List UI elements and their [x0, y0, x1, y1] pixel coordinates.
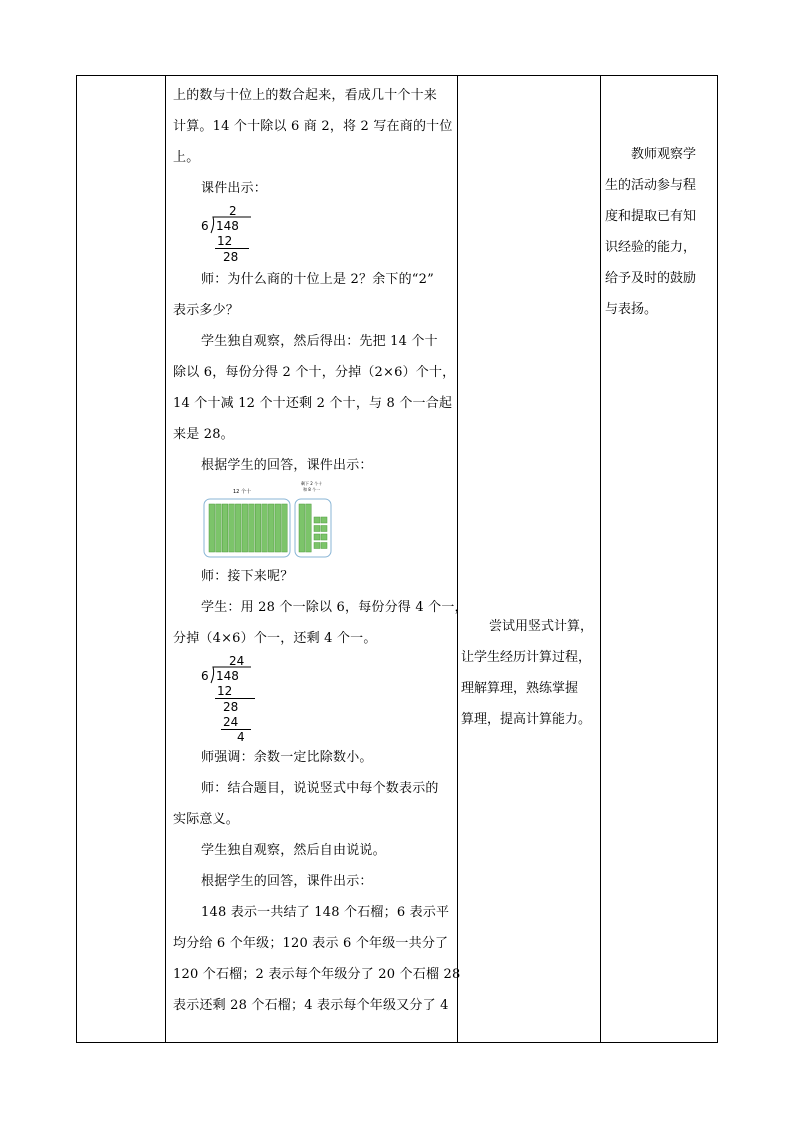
quotient: 2: [229, 204, 237, 218]
text-line: 分掉（4×6）个一，还剩 4 个一。: [173, 631, 377, 646]
product: 12: [217, 684, 233, 698]
tens-rod: [275, 504, 281, 552]
text-line: 上。: [173, 150, 200, 165]
long-division-figure-2: [201, 654, 461, 742]
text-line: 根据学生的回答，课件出示：: [201, 874, 373, 889]
tens-rod: [262, 504, 268, 552]
text-line: 根据学生的回答，课件出示：: [201, 458, 373, 473]
text-line: 148 表示一共结了 148 个石榴；6 表示平: [201, 905, 450, 920]
column-divider: [165, 76, 166, 1042]
remainder: 28: [223, 700, 239, 714]
tens-rod: [209, 504, 215, 552]
long-division-figure-1: [201, 204, 461, 264]
tens-rod: [242, 504, 248, 552]
text-line: 除以 6，每份分得 2 个十，分掉（2×6）个十，: [173, 365, 456, 380]
text-line: 师：接下来呢？: [201, 569, 294, 584]
design-intent-column: [461, 611, 601, 735]
lesson-table: [76, 75, 718, 1043]
tens-rod: [282, 504, 288, 552]
tens-rod: [216, 504, 222, 552]
column-divider: [600, 76, 601, 1042]
ones-cubes: [314, 517, 327, 549]
rule: [215, 248, 249, 249]
remainder: 4: [237, 730, 245, 744]
ones-cube: [314, 534, 320, 540]
product: 24: [223, 715, 239, 729]
ones-cube: [321, 517, 327, 523]
rule: [221, 729, 251, 730]
text-line: 教师观察学: [631, 147, 697, 162]
tens-rods-left: [209, 504, 287, 552]
ones-cube: [314, 526, 320, 532]
place-value-blocks-image: [203, 481, 461, 561]
text-line: 实际意义。: [173, 812, 240, 827]
text-line: 算理，提高计算能力。: [461, 712, 592, 727]
text-line: 表示还剩 28 个石榴；4 表示每个年级又分了 4: [173, 998, 449, 1013]
tens-rods-right: [299, 504, 311, 552]
text-line: 给予及时的鼓励: [605, 271, 697, 286]
rule: [215, 698, 255, 699]
text-line: 尝试用竖式计算，: [489, 619, 594, 634]
text-line: 学生独自观察，然后自由说说。: [201, 843, 386, 858]
text-line: 14 个十减 12 个十还剩 2 个十，与 8 个一合起: [173, 396, 453, 411]
text-line: 识经验的能力，: [605, 240, 697, 255]
divisor: 6: [201, 219, 209, 233]
text-line: 学生独自观察，然后得出：先把 14 个十: [201, 334, 438, 349]
text-line: 师：结合题目，说说竖式中每个数表示的: [201, 781, 439, 796]
text-line: 度和提取已有知: [605, 209, 697, 224]
tens-rod: [306, 504, 312, 552]
ones-cube: [321, 526, 327, 532]
text-line: 让学生经历计算过程，: [461, 650, 592, 665]
assessment-column: [605, 139, 715, 325]
ones-cube: [314, 517, 320, 523]
text-line: 课件出示：: [201, 181, 268, 196]
text-line: 表示多少？: [173, 303, 240, 318]
right-label: 剩下 2 个十: [301, 481, 323, 486]
tens-rod: [235, 504, 241, 552]
text-line: 计算。14 个十除以 6 商 2，将 2 写在商的十位: [173, 119, 453, 134]
text-line: 与表扬。: [605, 302, 658, 317]
left-label: 12 个十: [233, 489, 251, 495]
tens-rod: [222, 504, 228, 552]
text-line: 均分给 6 个年级；120 表示 6 个年级一共分了: [173, 936, 449, 951]
text-line: 师：为什么商的十位上是 2？余下的“2”: [201, 272, 434, 287]
dividend: 148: [216, 219, 239, 233]
teaching-process-column: [173, 80, 468, 1021]
remainder: 28: [223, 250, 239, 264]
text-line: 学生：用 28 个一除以 6，每份分得 4 个一，: [201, 600, 468, 615]
quotient: 24: [229, 654, 245, 668]
text-line: 120 个石榴；2 表示每个年级分了 20 个石榴 28: [173, 967, 461, 982]
ones-cube: [321, 543, 327, 549]
tens-rod: [255, 504, 261, 552]
ones-cube: [314, 543, 320, 549]
product: 12: [217, 234, 233, 248]
tens-rod: [229, 504, 235, 552]
ones-cube: [321, 534, 327, 540]
text-line: 生的活动参与程: [605, 178, 697, 193]
tens-rod: [299, 504, 305, 552]
divisor: 6: [201, 669, 209, 683]
blocks-illustration: [203, 481, 343, 561]
text-line: 来是 28。: [173, 427, 234, 442]
text-line: 师强调：余数一定比除数小。: [201, 750, 373, 765]
text-line: 上的数与十位上的数合起来，看成几十个十来: [173, 88, 438, 103]
dividend: 148: [216, 669, 239, 683]
tens-rod: [249, 504, 255, 552]
right-label: 和 8 个一: [303, 487, 321, 492]
tens-rod: [268, 504, 274, 552]
text-line: 理解算理，熟练掌握: [461, 681, 579, 696]
